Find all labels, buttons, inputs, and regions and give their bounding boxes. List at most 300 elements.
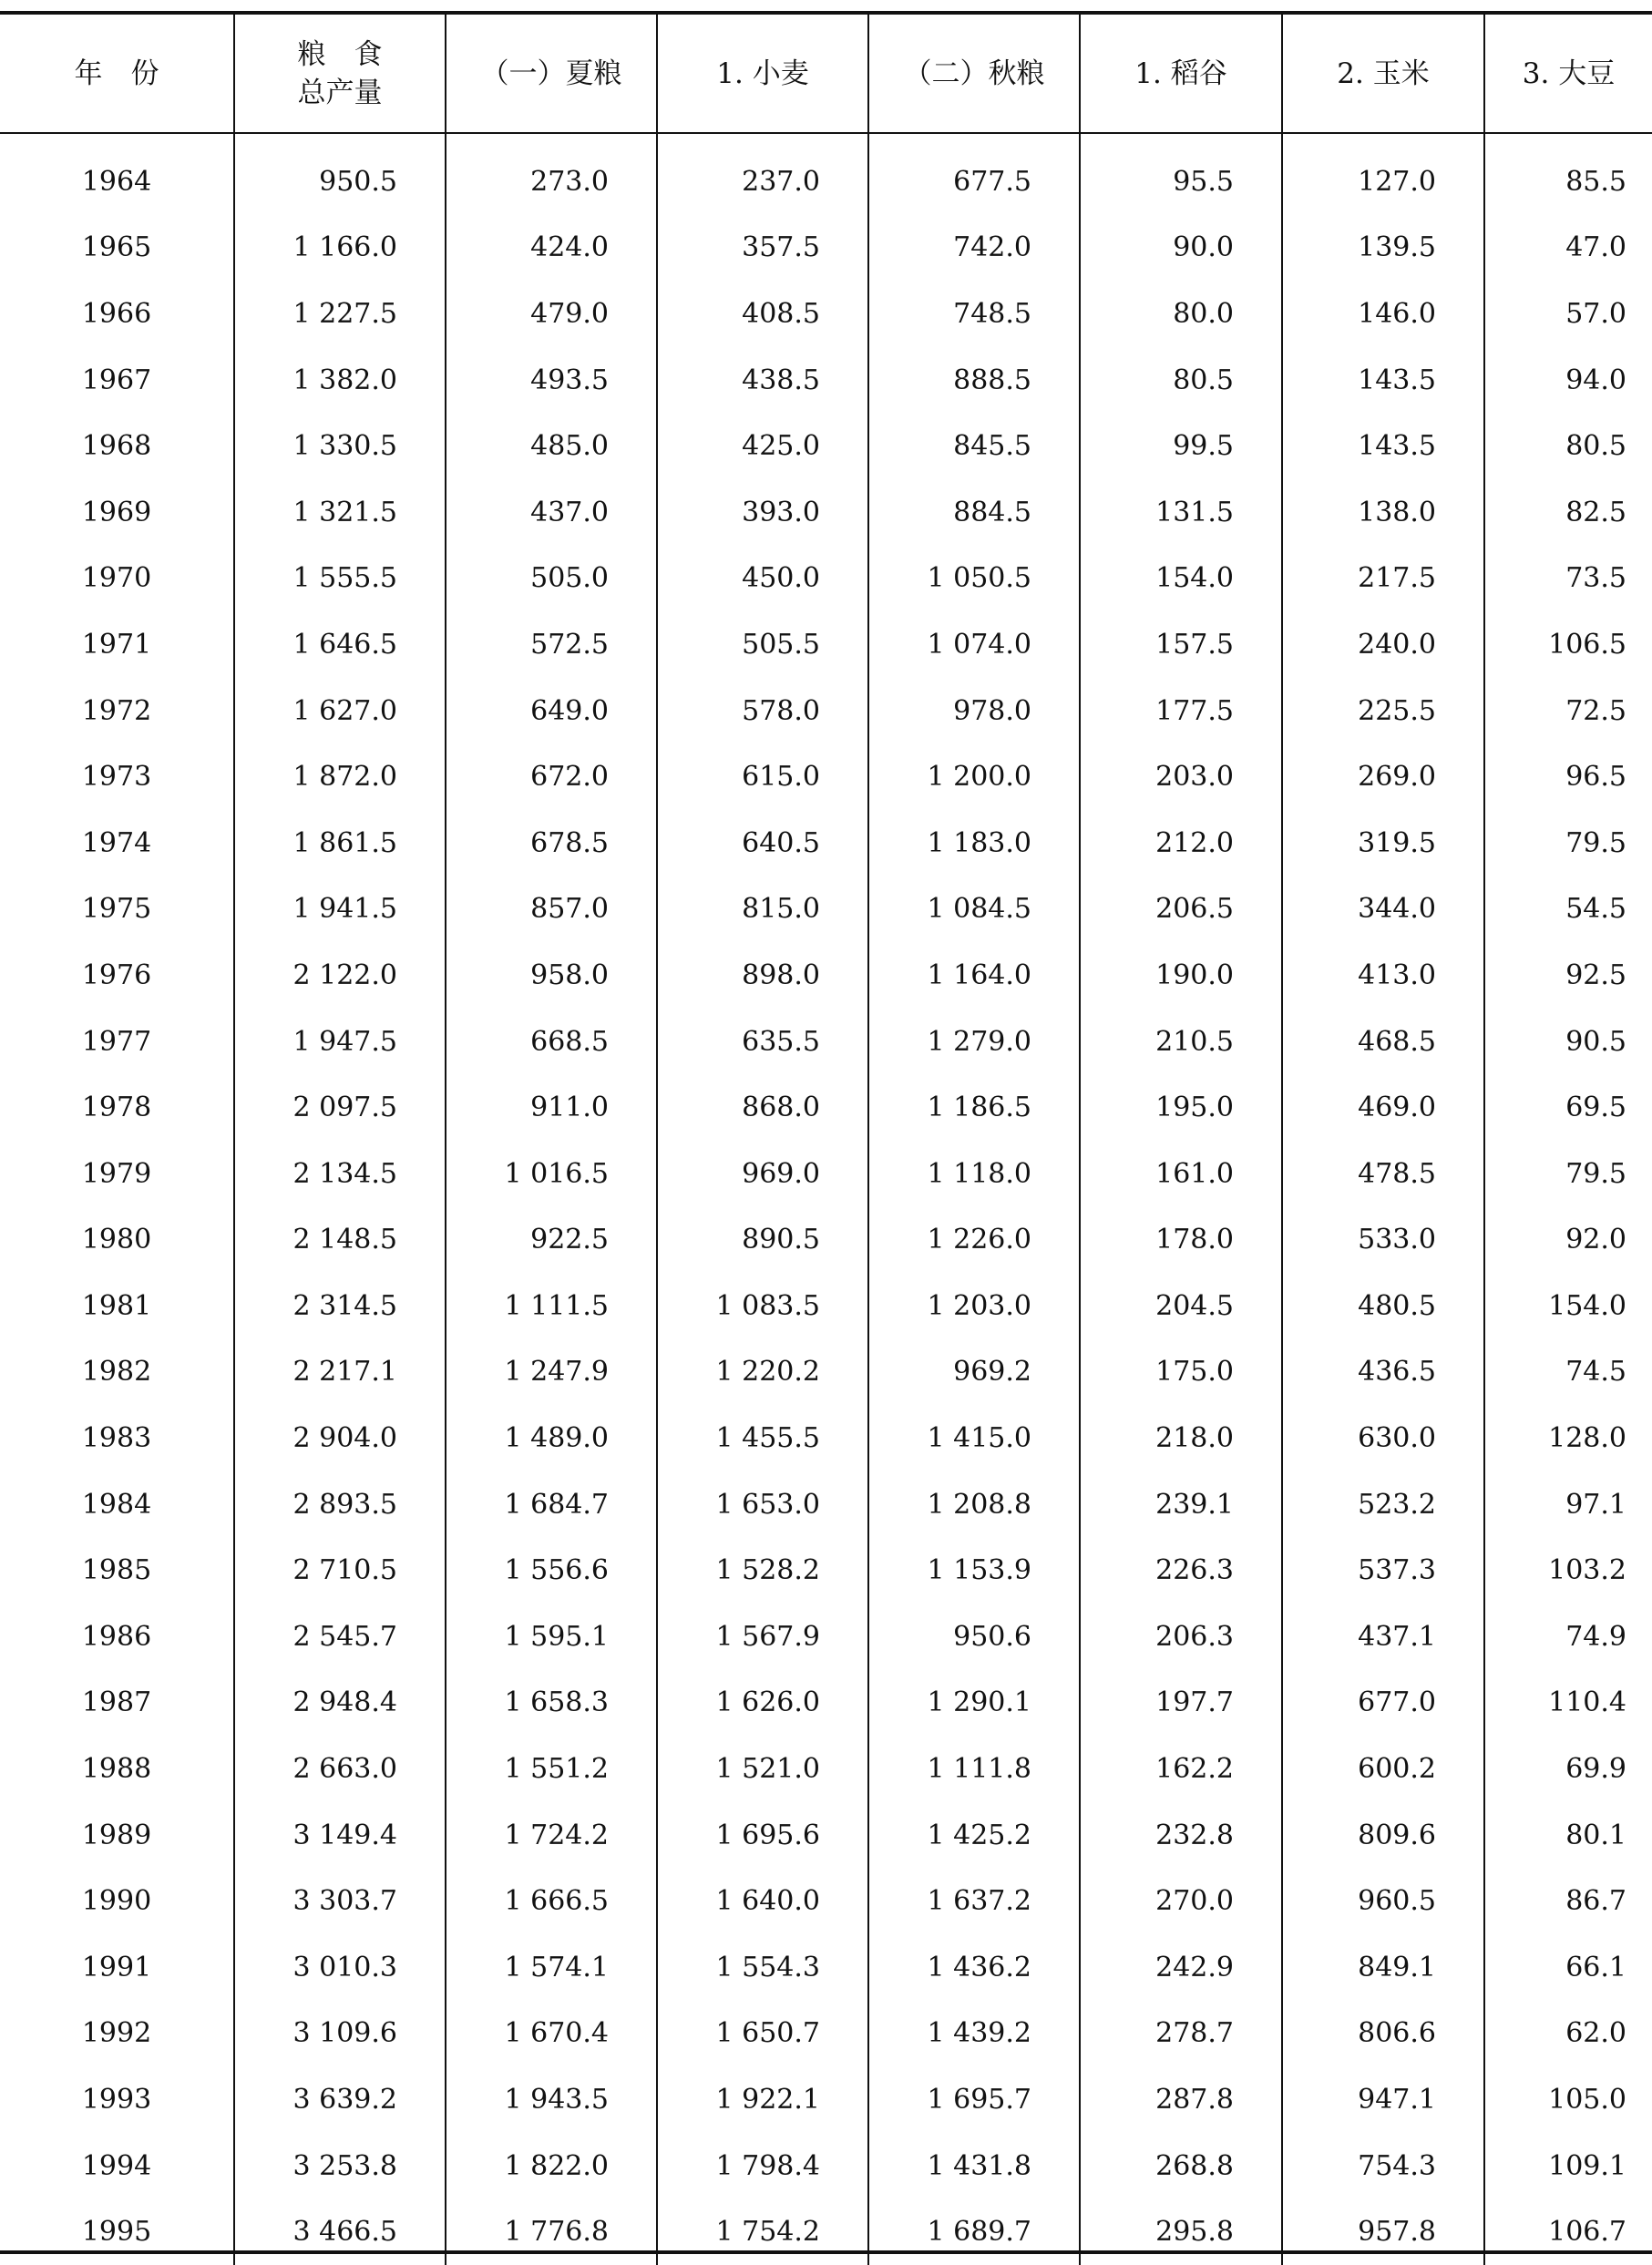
- cell-rice: 161.0: [1080, 1141, 1282, 1207]
- cell-wheat: 1 695.6: [657, 1802, 868, 1869]
- header-summer-grain: （一）夏粮: [446, 15, 657, 133]
- cell-total-output: 1 941.5: [234, 876, 446, 943]
- cell-rice: 195.0: [1080, 1074, 1282, 1141]
- table-row: [0, 876, 1652, 943]
- cell-autumn-grain: 1 290.1: [868, 1670, 1080, 1737]
- cell-rice: 95.5: [1080, 133, 1282, 215]
- cell-soybean: 103.2: [1484, 1537, 1652, 1604]
- cell-rice: 206.5: [1080, 876, 1282, 943]
- cell-wheat: 1 653.0: [657, 1471, 868, 1538]
- cell-total-output: 2 710.5: [234, 1537, 446, 1604]
- cell-corn: 269.0: [1282, 743, 1484, 810]
- cell-autumn-grain: 1 431.8: [868, 2133, 1080, 2199]
- cell-summer-grain: 857.0: [446, 876, 657, 943]
- cell-autumn-grain: 1 203.0: [868, 1273, 1080, 1339]
- cell-wheat: 1 528.2: [657, 1537, 868, 1604]
- cell-summer-grain: 424.0: [446, 215, 657, 282]
- cell-autumn-grain: 1 084.5: [868, 876, 1080, 943]
- header-wheat: 1. 小麦: [657, 15, 868, 133]
- cell-corn: 469.0: [1282, 1074, 1484, 1141]
- cell-autumn-grain: 1 183.0: [868, 810, 1080, 876]
- cell-rice: 212.0: [1080, 810, 1282, 876]
- table-header: [0, 15, 1652, 133]
- table-row: [0, 1736, 1652, 1802]
- cell-year: 1978: [81, 1092, 152, 1124]
- table-row: [0, 810, 1652, 876]
- cell-corn: 217.5: [1282, 546, 1484, 612]
- cell-soybean: 94.0: [1484, 347, 1652, 414]
- cell-summer-grain: 1 670.4: [446, 2001, 657, 2067]
- table-row: [0, 281, 1652, 347]
- cell-autumn-grain: 1 208.8: [868, 1471, 1080, 1538]
- cell-wheat: 898.0: [657, 942, 868, 1009]
- cell-soybean: 74.9: [1484, 1604, 1652, 1670]
- cell-year: 1983: [81, 1422, 152, 1455]
- cell-year: 1974: [81, 826, 152, 859]
- cell-year: 1987: [81, 1686, 152, 1719]
- cell-soybean: 69.9: [1484, 1736, 1652, 1802]
- cell-rice: 239.1: [1080, 1471, 1282, 1538]
- cell-corn: 143.5: [1282, 347, 1484, 414]
- cell-total-output: 1 646.5: [234, 611, 446, 678]
- cell-wheat: 438.5: [657, 347, 868, 414]
- cell-rice: 232.8: [1080, 1802, 1282, 1869]
- cell-summer-grain: 1 684.7: [446, 1471, 657, 1538]
- cell-year: 1981: [81, 1289, 152, 1322]
- cell-summer-grain: 1 016.5: [446, 1141, 657, 1207]
- cell-wheat: 890.5: [657, 1207, 868, 1274]
- cell-summer-grain: 1 724.2: [446, 1802, 657, 1869]
- table-body: [0, 133, 1652, 2265]
- cell-year: 1967: [81, 364, 152, 396]
- table-row: [0, 133, 1652, 215]
- cell-summer-grain: 1 247.9: [446, 1339, 657, 1406]
- cell-corn: 143.5: [1282, 413, 1484, 479]
- cell-autumn-grain: 1 050.5: [868, 546, 1080, 612]
- cell-year: 1964: [81, 165, 152, 198]
- cell-total-output: 1 872.0: [234, 743, 446, 810]
- cell-soybean: 57.0: [1484, 281, 1652, 347]
- cell-summer-grain: 1 111.5: [446, 1273, 657, 1339]
- cell-wheat: 1 521.0: [657, 1736, 868, 1802]
- cell-corn: 957.8: [1282, 2198, 1484, 2265]
- cell-autumn-grain: 1 439.2: [868, 2001, 1080, 2067]
- table-row: [0, 2133, 1652, 2199]
- cell-total-output: 3 303.7: [234, 1868, 446, 1934]
- table-row: [0, 1339, 1652, 1406]
- cell-year: 1973: [81, 761, 152, 794]
- cell-soybean: 85.5: [1484, 133, 1652, 215]
- cell-corn: 533.0: [1282, 1207, 1484, 1274]
- cell-summer-grain: 1 574.1: [446, 1934, 657, 2001]
- cell-rice: 218.0: [1080, 1405, 1282, 1471]
- cell-autumn-grain: 1 436.2: [868, 1934, 1080, 2001]
- table-row: [0, 546, 1652, 612]
- table-row: [0, 678, 1652, 744]
- cell-rice: 242.9: [1080, 1934, 1282, 2001]
- cell-total-output: 1 227.5: [234, 281, 446, 347]
- cell-summer-grain: 505.0: [446, 546, 657, 612]
- header-rice: 1. 稻谷: [1080, 15, 1282, 133]
- cell-rice: 204.5: [1080, 1273, 1282, 1339]
- cell-corn: 960.5: [1282, 1868, 1484, 1934]
- cell-year: 1993: [81, 2084, 152, 2116]
- header-total-line1: 粮 食: [297, 37, 383, 71]
- cell-year: 1985: [81, 1554, 152, 1587]
- cell-rice: 90.0: [1080, 215, 1282, 282]
- cell-wheat: 1 567.9: [657, 1604, 868, 1670]
- header-soybean: 3. 大豆: [1484, 15, 1652, 133]
- cell-corn: 600.2: [1282, 1736, 1484, 1802]
- cell-rice: 99.5: [1080, 413, 1282, 479]
- cell-summer-grain: 1 776.8: [446, 2198, 657, 2265]
- table-row: [0, 1934, 1652, 2001]
- cell-year: 1977: [81, 1025, 152, 1058]
- cell-wheat: 357.5: [657, 215, 868, 282]
- cell-total-output: 1 861.5: [234, 810, 446, 876]
- cell-summer-grain: 1 822.0: [446, 2133, 657, 2199]
- cell-rice: 154.0: [1080, 546, 1282, 612]
- cell-autumn-grain: 1 164.0: [868, 942, 1080, 1009]
- table-row: [0, 1207, 1652, 1274]
- cell-summer-grain: 922.5: [446, 1207, 657, 1274]
- cell-corn: 478.5: [1282, 1141, 1484, 1207]
- cell-rice: 178.0: [1080, 1207, 1282, 1274]
- cell-autumn-grain: 1 425.2: [868, 1802, 1080, 1869]
- cell-wheat: 868.0: [657, 1074, 868, 1141]
- cell-summer-grain: 1 658.3: [446, 1670, 657, 1737]
- bottom-rule: [0, 2250, 1652, 2254]
- cell-summer-grain: 1 489.0: [446, 1405, 657, 1471]
- cell-total-output: 950.5: [234, 133, 446, 215]
- cell-soybean: 82.5: [1484, 479, 1652, 546]
- cell-year: 1991: [81, 1951, 152, 1983]
- cell-autumn-grain: 884.5: [868, 479, 1080, 546]
- cell-total-output: 2 663.0: [234, 1736, 446, 1802]
- cell-corn: 240.0: [1282, 611, 1484, 678]
- cell-soybean: 69.5: [1484, 1074, 1652, 1141]
- cell-total-output: 1 947.5: [234, 1009, 446, 1075]
- cell-rice: 268.8: [1080, 2133, 1282, 2199]
- header-total-output: [234, 15, 446, 133]
- header-year: 年 份: [0, 15, 234, 133]
- cell-autumn-grain: 1 226.0: [868, 1207, 1080, 1274]
- cell-corn: 468.5: [1282, 1009, 1484, 1075]
- cell-summer-grain: 1 556.6: [446, 1537, 657, 1604]
- cell-total-output: 2 134.5: [234, 1141, 446, 1207]
- cell-year: 1994: [81, 2149, 152, 2182]
- table-row: [0, 1537, 1652, 1604]
- cell-soybean: 79.5: [1484, 810, 1652, 876]
- cell-corn: 849.1: [1282, 1934, 1484, 2001]
- cell-wheat: 393.0: [657, 479, 868, 546]
- cell-corn: 537.3: [1282, 1537, 1484, 1604]
- table-row: [0, 2001, 1652, 2067]
- cell-rice: 206.3: [1080, 1604, 1282, 1670]
- header-total-line2: 总产量: [297, 76, 383, 109]
- cell-year: 1988: [81, 1753, 152, 1786]
- cell-corn: 947.1: [1282, 2066, 1484, 2133]
- cell-autumn-grain: 1 118.0: [868, 1141, 1080, 1207]
- cell-summer-grain: 1 595.1: [446, 1604, 657, 1670]
- table-row: [0, 1141, 1652, 1207]
- cell-total-output: 2 893.5: [234, 1471, 446, 1538]
- cell-year: 1972: [81, 694, 152, 727]
- cell-rice: 162.2: [1080, 1736, 1282, 1802]
- cell-wheat: 1 650.7: [657, 2001, 868, 2067]
- grain-production-table: [0, 15, 1652, 2265]
- cell-corn: 754.3: [1282, 2133, 1484, 2199]
- cell-autumn-grain: 950.6: [868, 1604, 1080, 1670]
- cell-autumn-grain: 969.2: [868, 1339, 1080, 1406]
- cell-autumn-grain: 888.5: [868, 347, 1080, 414]
- table-row: [0, 215, 1652, 282]
- cell-soybean: 80.1: [1484, 1802, 1652, 1869]
- cell-year: 1982: [81, 1356, 152, 1389]
- cell-wheat: 1 554.3: [657, 1934, 868, 2001]
- cell-year: 1965: [81, 231, 152, 264]
- cell-wheat: 1 220.2: [657, 1339, 868, 1406]
- cell-rice: 210.5: [1080, 1009, 1282, 1075]
- cell-rice: 131.5: [1080, 479, 1282, 546]
- cell-wheat: 615.0: [657, 743, 868, 810]
- table-row: [0, 479, 1652, 546]
- cell-year: 1980: [81, 1224, 152, 1256]
- cell-wheat: 1 083.5: [657, 1273, 868, 1339]
- cell-total-output: 2 148.5: [234, 1207, 446, 1274]
- cell-soybean: 90.5: [1484, 1009, 1652, 1075]
- cell-year: 1968: [81, 430, 152, 463]
- cell-wheat: 1 455.5: [657, 1405, 868, 1471]
- header-corn: 2. 玉米: [1282, 15, 1484, 133]
- cell-soybean: 97.1: [1484, 1471, 1652, 1538]
- cell-summer-grain: 572.5: [446, 611, 657, 678]
- table-row: [0, 942, 1652, 1009]
- cell-wheat: 425.0: [657, 413, 868, 479]
- cell-autumn-grain: 978.0: [868, 678, 1080, 744]
- cell-rice: 197.7: [1080, 1670, 1282, 1737]
- cell-autumn-grain: 1 279.0: [868, 1009, 1080, 1075]
- cell-year: 1990: [81, 1885, 152, 1918]
- header-autumn-grain: （二）秋粮: [868, 15, 1080, 133]
- table-row: [0, 1405, 1652, 1471]
- cell-total-output: 2 314.5: [234, 1273, 446, 1339]
- cell-soybean: 66.1: [1484, 1934, 1652, 2001]
- header-row: [0, 15, 1652, 133]
- table-row: [0, 1471, 1652, 1538]
- cell-summer-grain: 1 666.5: [446, 1868, 657, 1934]
- cell-total-output: 3 639.2: [234, 2066, 446, 2133]
- cell-wheat: 237.0: [657, 133, 868, 215]
- cell-corn: 630.0: [1282, 1405, 1484, 1471]
- cell-summer-grain: 958.0: [446, 942, 657, 1009]
- cell-rice: 190.0: [1080, 942, 1282, 1009]
- table-row: [0, 1273, 1652, 1339]
- cell-year: 1975: [81, 893, 152, 926]
- cell-rice: 295.8: [1080, 2198, 1282, 2265]
- cell-soybean: 109.1: [1484, 2133, 1652, 2199]
- cell-wheat: 578.0: [657, 678, 868, 744]
- cell-corn: 127.0: [1282, 133, 1484, 215]
- cell-wheat: 450.0: [657, 546, 868, 612]
- cell-soybean: 72.5: [1484, 678, 1652, 744]
- cell-corn: 523.2: [1282, 1471, 1484, 1538]
- cell-soybean: 47.0: [1484, 215, 1652, 282]
- cell-soybean: 54.5: [1484, 876, 1652, 943]
- cell-wheat: 1 640.0: [657, 1868, 868, 1934]
- cell-total-output: 3 466.5: [234, 2198, 446, 2265]
- cell-year: 1971: [81, 628, 152, 661]
- cell-summer-grain: 1 551.2: [446, 1736, 657, 1802]
- cell-total-output: 2 217.1: [234, 1339, 446, 1406]
- cell-rice: 177.5: [1080, 678, 1282, 744]
- cell-wheat: 1 922.1: [657, 2066, 868, 2133]
- cell-total-output: 2 097.5: [234, 1074, 446, 1141]
- cell-rice: 287.8: [1080, 2066, 1282, 2133]
- cell-total-output: 2 948.4: [234, 1670, 446, 1737]
- cell-wheat: 640.5: [657, 810, 868, 876]
- cell-autumn-grain: 1 637.2: [868, 1868, 1080, 1934]
- cell-wheat: 1 626.0: [657, 1670, 868, 1737]
- cell-rice: 80.5: [1080, 347, 1282, 414]
- cell-summer-grain: 649.0: [446, 678, 657, 744]
- table-row: [0, 1868, 1652, 1934]
- cell-corn: 809.6: [1282, 1802, 1484, 1869]
- cell-year: 1986: [81, 1620, 152, 1653]
- cell-soybean: 80.5: [1484, 413, 1652, 479]
- cell-summer-grain: 1 943.5: [446, 2066, 657, 2133]
- cell-corn: 344.0: [1282, 876, 1484, 943]
- table-row: [0, 2198, 1652, 2265]
- cell-wheat: 815.0: [657, 876, 868, 943]
- cell-year: 1969: [81, 496, 152, 528]
- table-row: [0, 413, 1652, 479]
- cell-rice: 157.5: [1080, 611, 1282, 678]
- cell-total-output: 2 545.7: [234, 1604, 446, 1670]
- cell-year: 1979: [81, 1157, 152, 1190]
- cell-total-output: 1 555.5: [234, 546, 446, 612]
- cell-corn: 146.0: [1282, 281, 1484, 347]
- cell-summer-grain: 437.0: [446, 479, 657, 546]
- cell-soybean: 92.0: [1484, 1207, 1652, 1274]
- cell-total-output: 1 627.0: [234, 678, 446, 744]
- cell-year: 1989: [81, 1819, 152, 1851]
- cell-soybean: 154.0: [1484, 1273, 1652, 1339]
- cell-autumn-grain: 1 186.5: [868, 1074, 1080, 1141]
- cell-total-output: 2 904.0: [234, 1405, 446, 1471]
- cell-summer-grain: 493.5: [446, 347, 657, 414]
- table-row: [0, 1604, 1652, 1670]
- cell-autumn-grain: 1 153.9: [868, 1537, 1080, 1604]
- cell-autumn-grain: 1 074.0: [868, 611, 1080, 678]
- cell-corn: 319.5: [1282, 810, 1484, 876]
- cell-total-output: 3 109.6: [234, 2001, 446, 2067]
- table-row: [0, 743, 1652, 810]
- cell-autumn-grain: 1 695.7: [868, 2066, 1080, 2133]
- cell-autumn-grain: 845.5: [868, 413, 1080, 479]
- cell-total-output: 2 122.0: [234, 942, 446, 1009]
- cell-autumn-grain: 742.0: [868, 215, 1080, 282]
- table-row: [0, 1670, 1652, 1737]
- cell-summer-grain: 485.0: [446, 413, 657, 479]
- cell-soybean: 62.0: [1484, 2001, 1652, 2067]
- cell-total-output: 1 166.0: [234, 215, 446, 282]
- cell-total-output: 1 321.5: [234, 479, 446, 546]
- cell-year: 1970: [81, 562, 152, 595]
- cell-summer-grain: 668.5: [446, 1009, 657, 1075]
- cell-corn: 436.5: [1282, 1339, 1484, 1406]
- cell-soybean: 106.7: [1484, 2198, 1652, 2265]
- cell-soybean: 105.0: [1484, 2066, 1652, 2133]
- cell-summer-grain: 273.0: [446, 133, 657, 215]
- cell-summer-grain: 479.0: [446, 281, 657, 347]
- cell-autumn-grain: 1 415.0: [868, 1405, 1080, 1471]
- cell-rice: 175.0: [1080, 1339, 1282, 1406]
- cell-year: 1984: [81, 1488, 152, 1521]
- cell-total-output: 3 253.8: [234, 2133, 446, 2199]
- cell-wheat: 635.5: [657, 1009, 868, 1075]
- table-row: [0, 1074, 1652, 1141]
- cell-soybean: 74.5: [1484, 1339, 1652, 1406]
- cell-corn: 138.0: [1282, 479, 1484, 546]
- cell-total-output: 3 149.4: [234, 1802, 446, 1869]
- cell-rice: 270.0: [1080, 1868, 1282, 1934]
- cell-year: 1995: [81, 2216, 152, 2249]
- cell-wheat: 969.0: [657, 1141, 868, 1207]
- cell-autumn-grain: 1 111.8: [868, 1736, 1080, 1802]
- cell-soybean: 79.5: [1484, 1141, 1652, 1207]
- cell-summer-grain: 672.0: [446, 743, 657, 810]
- cell-rice: 278.7: [1080, 2001, 1282, 2067]
- cell-rice: 203.0: [1080, 743, 1282, 810]
- cell-year: 1966: [81, 297, 152, 330]
- cell-year: 1992: [81, 2017, 152, 2050]
- cell-corn: 806.6: [1282, 2001, 1484, 2067]
- cell-corn: 139.5: [1282, 215, 1484, 282]
- cell-autumn-grain: 748.5: [868, 281, 1080, 347]
- cell-summer-grain: 911.0: [446, 1074, 657, 1141]
- cell-autumn-grain: 677.5: [868, 133, 1080, 215]
- cell-autumn-grain: 1 200.0: [868, 743, 1080, 810]
- table-row: [0, 1802, 1652, 1869]
- cell-rice: 80.0: [1080, 281, 1282, 347]
- table-row: [0, 2066, 1652, 2133]
- cell-soybean: 106.5: [1484, 611, 1652, 678]
- cell-wheat: 1 798.4: [657, 2133, 868, 2199]
- cell-soybean: 128.0: [1484, 1405, 1652, 1471]
- table-row: [0, 611, 1652, 678]
- cell-soybean: 110.4: [1484, 1670, 1652, 1737]
- cell-corn: 225.5: [1282, 678, 1484, 744]
- cell-year: 1976: [81, 958, 152, 991]
- table-row: [0, 1009, 1652, 1075]
- cell-corn: 677.0: [1282, 1670, 1484, 1737]
- cell-soybean: 86.7: [1484, 1868, 1652, 1934]
- cell-soybean: 73.5: [1484, 546, 1652, 612]
- cell-rice: 226.3: [1080, 1537, 1282, 1604]
- cell-total-output: 3 010.3: [234, 1934, 446, 2001]
- cell-wheat: 408.5: [657, 281, 868, 347]
- cell-total-output: 1 382.0: [234, 347, 446, 414]
- cell-corn: 413.0: [1282, 942, 1484, 1009]
- table-row: [0, 347, 1652, 414]
- cell-corn: 480.5: [1282, 1273, 1484, 1339]
- cell-wheat: 1 754.2: [657, 2198, 868, 2265]
- cell-soybean: 96.5: [1484, 743, 1652, 810]
- cell-total-output: 1 330.5: [234, 413, 446, 479]
- cell-corn: 437.1: [1282, 1604, 1484, 1670]
- cell-autumn-grain: 1 689.7: [868, 2198, 1080, 2265]
